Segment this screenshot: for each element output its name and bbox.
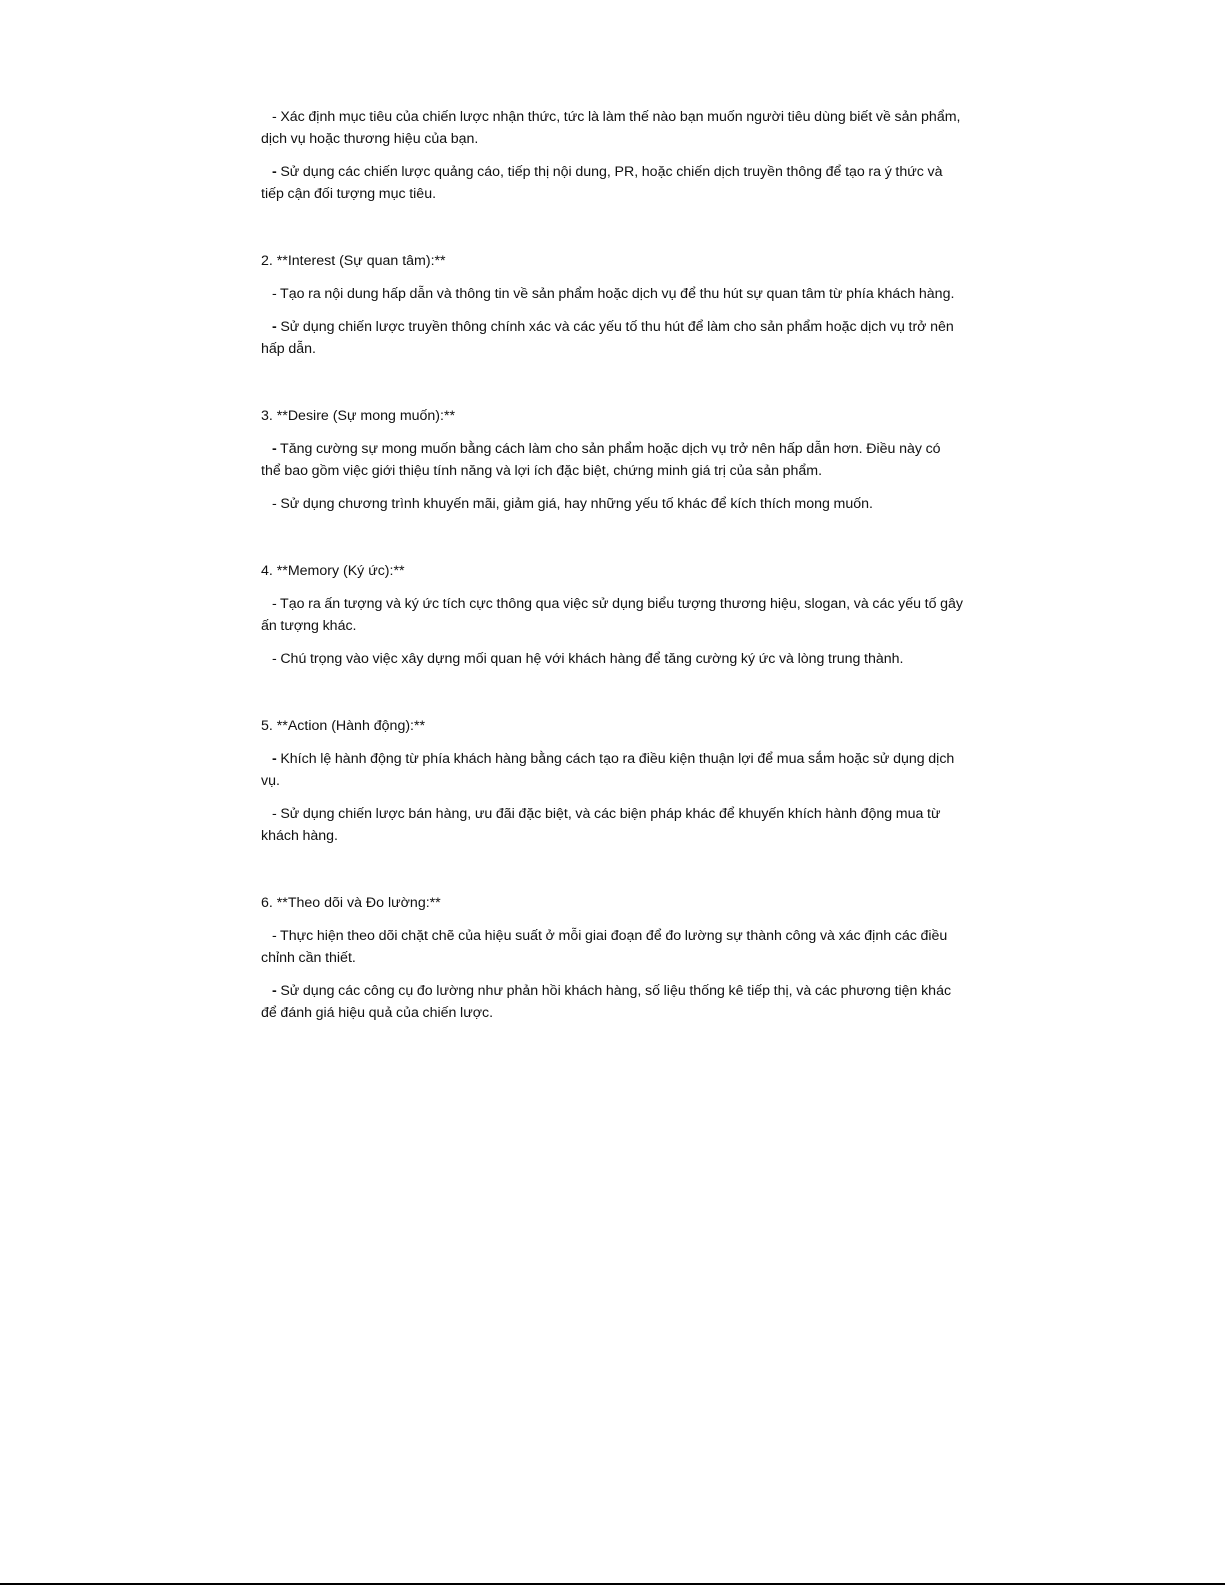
intro-section [261,106,963,205]
section-heading: 3. **Desire (Sự mong muốn):** [261,408,456,424]
paragraph [261,493,963,515]
section-spacer [261,526,963,560]
paragraph-text: Khích lệ hành động từ phía khách hàng bằng cách tạo ra điều kiện thuận lợi để mua sắm hoặc sử dụng dịch vụ. [261,751,955,789]
paragraph-text: Sử dụng chương trình khuyến mãi, giảm giá, hay những yếu tố khác để kích thích mong muốn. [276,496,873,512]
bullet-dash: - [271,751,277,767]
paragraph [261,593,963,637]
section-action [261,715,963,847]
paragraph-text: Sử dụng các chiến lược quảng cáo, tiếp thị nội dung, PR, hoặc chiến dịch truyền thông để tạo ra ý thức và tiếp cận đối tượng mục tiêu. [261,164,943,202]
bullet-dash: - [271,928,277,944]
bullet-dash: - [271,286,277,302]
section-spacer [261,681,963,715]
paragraph [261,925,963,969]
paragraph [261,106,963,150]
paragraph [261,803,963,847]
bullet-dash: - [271,109,277,125]
section-memory [261,560,963,670]
bullet-dash: - [271,806,277,822]
paragraph-text: Tạo ra ấn tượng và ký ức tích cực thông qua việc sử dụng biểu tượng thương hiệu, slogan, và các yếu tố gây ấn tượng khác. [261,596,963,634]
paragraph [261,283,963,305]
paragraph [261,316,963,360]
bullet-dash: - [271,164,277,180]
section-heading: 6. **Theo dõi và Đo lường:** [261,895,441,911]
bullet-dash: - [271,441,277,457]
section-heading: 4. **Memory (Ký ức):** [261,563,405,579]
paragraph-text: Tăng cường sự mong muốn bằng cách làm cho sản phẩm hoặc dịch vụ trở nên hấp dẫn hơn. Điều này có thể bao gồm việc giới thiệu tính năng và lợi ích đặc biệt, chứng minh giá trị của sản phẩm. [261,441,941,479]
paragraph-text: Sử dụng các công cụ đo lường như phản hồi khách hàng, số liệu thống kê tiếp thị, và các phương tiện khác để đánh giá hiệu quả của chiến lược. [261,983,952,1021]
bullet-dash: - [271,319,277,335]
section-tracking [261,892,963,1024]
paragraph [261,648,963,670]
bullet-dash: - [271,983,277,999]
paragraph-text: Sử dụng chiến lược bán hàng, ưu đãi đặc biệt, và các biện pháp khác để khuyến khích hành động mua từ khách hàng. [261,806,941,844]
bullet-dash: - [271,651,277,667]
section-spacer [261,858,963,892]
section-heading: 2. **Interest (Sự quan tâm):** [261,253,446,269]
paragraph [261,438,963,482]
paragraph-text: Xác định mục tiêu của chiến lược nhận thức, tức là làm thế nào bạn muốn người tiêu dùng biết về sản phẩm, dịch vụ hoặc thương hiệu của bạn. [261,109,961,147]
paragraph-text: Chú trọng vào việc xây dựng mối quan hệ với khách hàng để tăng cường ký ức và lòng trung thành. [276,651,904,667]
paragraph-text: Tạo ra nội dung hấp dẫn và thông tin về sản phẩm hoặc dịch vụ để thu hút sự quan tâm từ phía khách hàng. [276,286,955,302]
section-spacer [261,216,963,250]
paragraph [261,980,963,1024]
section-spacer [261,371,963,405]
bullet-dash: - [271,596,277,612]
paragraph-text: Thực hiện theo dõi chặt chẽ của hiệu suất ở mỗi giai đoạn để đo lường sự thành công và xác định các điều chỉnh cần thiết. [261,928,948,966]
paragraph [261,161,963,205]
bullet-dash: - [271,496,277,512]
section-heading: 5. **Action (Hành động):** [261,718,426,734]
section-desire [261,405,963,515]
paragraph-text: Sử dụng chiến lược truyền thông chính xác và các yếu tố thu hút để làm cho sản phẩm hoặc dịch vụ trở nên hấp dẫn. [261,319,954,357]
document-body [261,106,963,1035]
paragraph [261,748,963,792]
section-interest [261,250,963,360]
